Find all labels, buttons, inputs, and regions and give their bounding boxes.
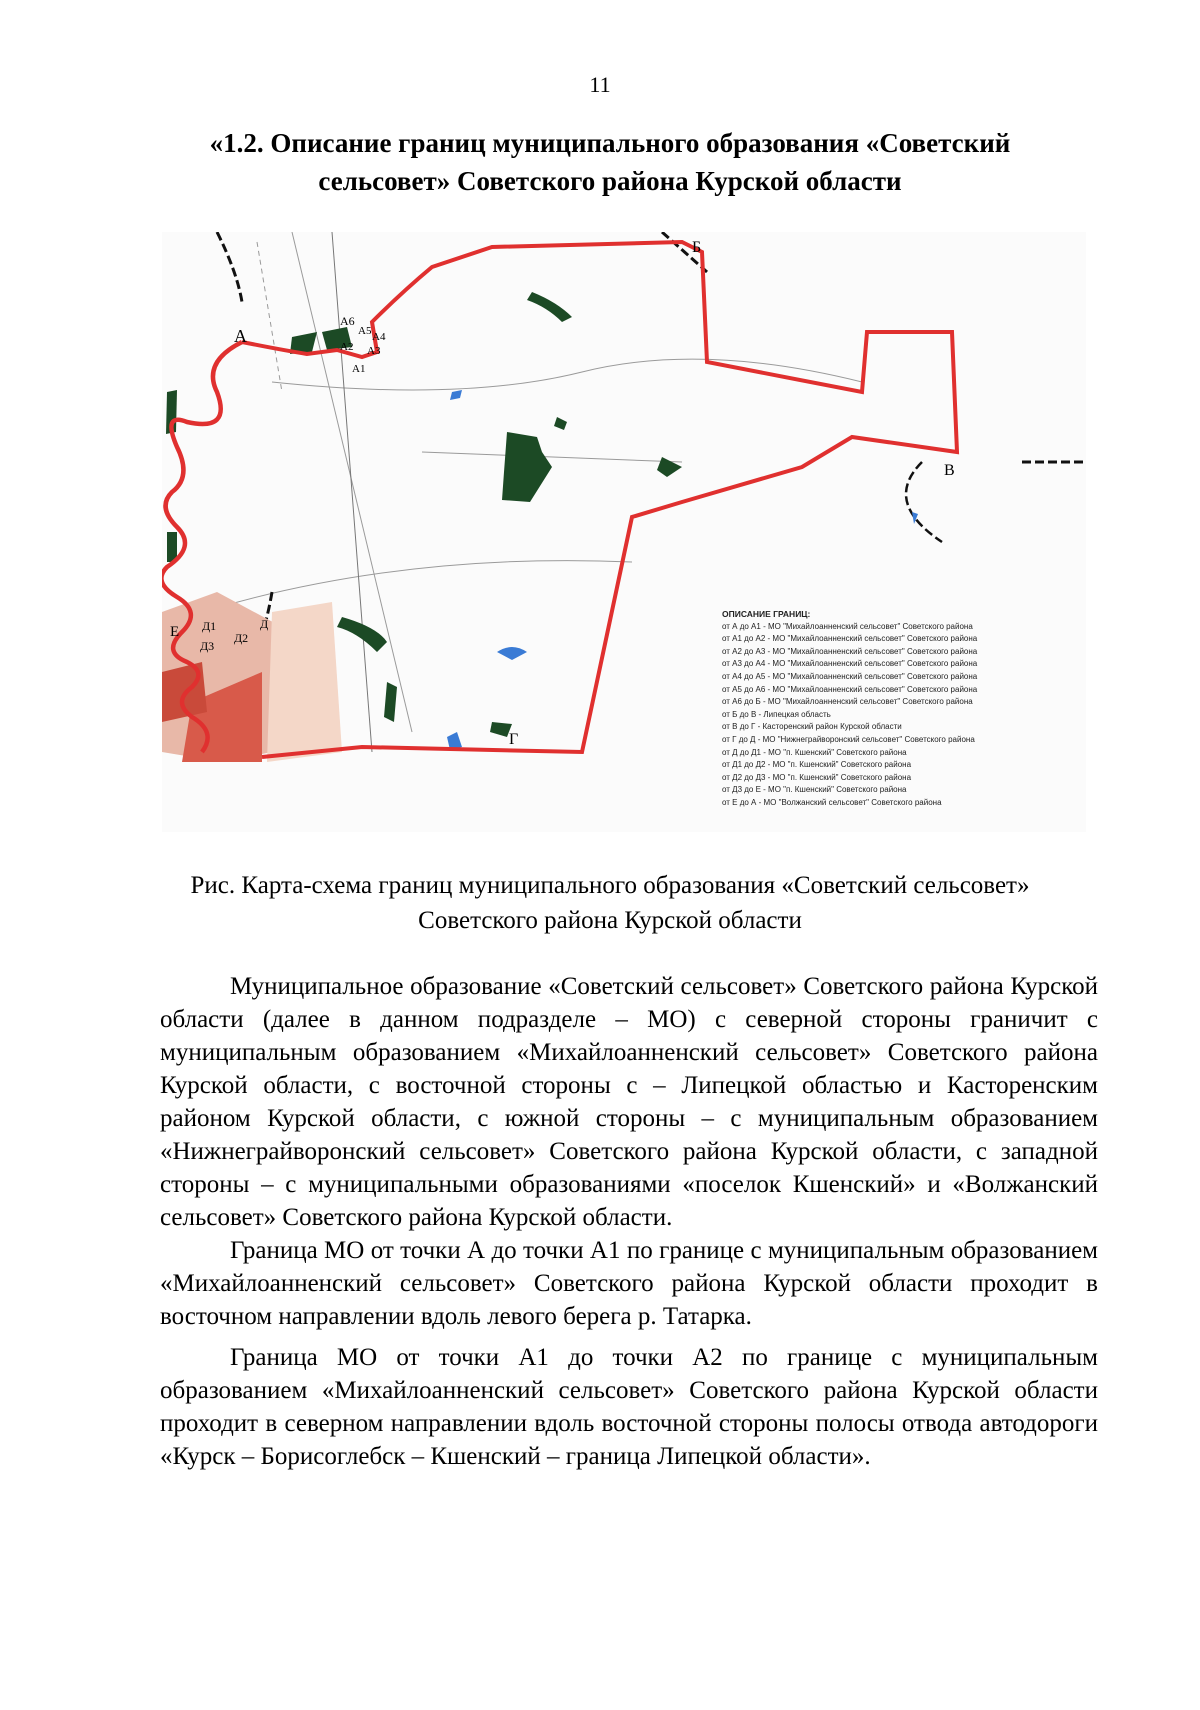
point-label-v: В <box>944 462 955 479</box>
point-label-a5: А5 <box>358 325 372 337</box>
legend-row: от Е до А - МО "Волжанский сельсовет" Советского района <box>722 797 942 807</box>
point-label-a2: А2 <box>340 341 354 353</box>
paragraph: Граница МО от точки А1 до точки А2 по границе с муниципальным образованием «Михайлоанненский сельсовет» Советского района Курской области проходит в северном направлении вдоль восточной стороны полосы отвода автодороги «Курск – Борисоглебск – Кшенский – граница Липецкой области». <box>160 1344 1098 1470</box>
point-label-e: Е <box>170 624 180 640</box>
point-label-a4: А4 <box>372 331 386 343</box>
point-label-a6: А6 <box>340 314 355 328</box>
point-label-a: А <box>234 326 247 346</box>
legend-row: от Д до Д1 - МО "п. Кшенский" Советского района <box>722 747 907 757</box>
point-label-a1: А1 <box>352 363 366 375</box>
boundary-map <box>162 232 1086 832</box>
legend-row: от А1 до А2 - МО "Михайлоанненский сельсовет" Советского района <box>722 634 978 644</box>
point-label-g: Г <box>509 731 519 748</box>
paragraph: Муниципальное образование «Советский сельсовет» Советского района Курской области (далее в данном подразделе – МО) с северной стороны граничит с муниципальным образованием «Михайлоанненский сельсовет» Советского района Курской области, с восточной стороны с – Липецкой областью и Касторенским районом Курской области, с южной стороны – с муниципальным образованием «Нижнеграйворонский сельсовет» Советского района Курской области, с западной стороны – с муниципальными образованиями «поселок Кшенский» и «Волжанский сельсовет» Советского района Курской области. <box>160 973 1098 1231</box>
legend-row: от В до Г - Касторенский район Курской области <box>722 722 902 732</box>
legend-row: от А4 до А5 - МО "Михайлоанненский сельсовет" Советского района <box>722 671 978 681</box>
section-title: «1.2. Описание границ муниципального образования «Советский сельсовет» Советского района Курской области <box>209 128 1011 196</box>
legend-row: от А3 до А4 - МО "Михайлоанненский сельсовет" Советского района <box>722 659 978 669</box>
point-label-d3: Д3 <box>200 639 215 653</box>
legend-row: от Г до Д - МО "Нижнеграйворонский сельсовет" Советского района <box>722 734 975 744</box>
legend-row: от Б до В - Липецкая область <box>722 709 831 719</box>
point-label-d: Д <box>260 617 269 631</box>
point-label-a3: А3 <box>367 345 381 357</box>
map-legend <box>722 608 1082 810</box>
point-label-d1: Д1 <box>202 619 217 633</box>
legend-row: от А5 до А6 - МО "Михайлоанненский сельсовет" Советского района <box>722 684 978 694</box>
point-label-d2: Д2 <box>234 631 249 645</box>
legend-row: от Д1 до Д2 - МО "п. Кшенский" Советского района <box>722 760 912 770</box>
legend-row: от Д3 до Е - МО "п. Кшенский" Советского района <box>722 785 907 795</box>
legend-row: от А2 до А3 - МО "Михайлоанненский сельсовет" Советского района <box>722 646 978 656</box>
point-label-b: Б <box>692 239 702 256</box>
paragraph: Граница МО от точки А до точки А1 по границе с муниципальным образованием «Михайлоанненский сельсовет» Советского района Курской области проходит в восточном направлении вдоль левого берега р. Татарка. <box>160 1237 1098 1330</box>
legend-row: от Д2 до Д3 - МО "п. Кшенский" Советского района <box>722 772 912 782</box>
page-number: 11 <box>589 72 611 97</box>
body-text <box>160 970 1098 1481</box>
legend-row: от А до А1 - МО "Михайлоанненский сельсовет" Советского района <box>722 621 973 631</box>
legend-title: ОПИСАНИЕ ГРАНИЦ: <box>722 609 811 619</box>
figure-caption: Рис. Карта-схема границ муниципального образования «Советский сельсовет» Советского района Курской области <box>190 872 1030 934</box>
legend-row: от А6 до Б - МО "Михайлоанненский сельсовет" Советского района <box>722 697 973 707</box>
